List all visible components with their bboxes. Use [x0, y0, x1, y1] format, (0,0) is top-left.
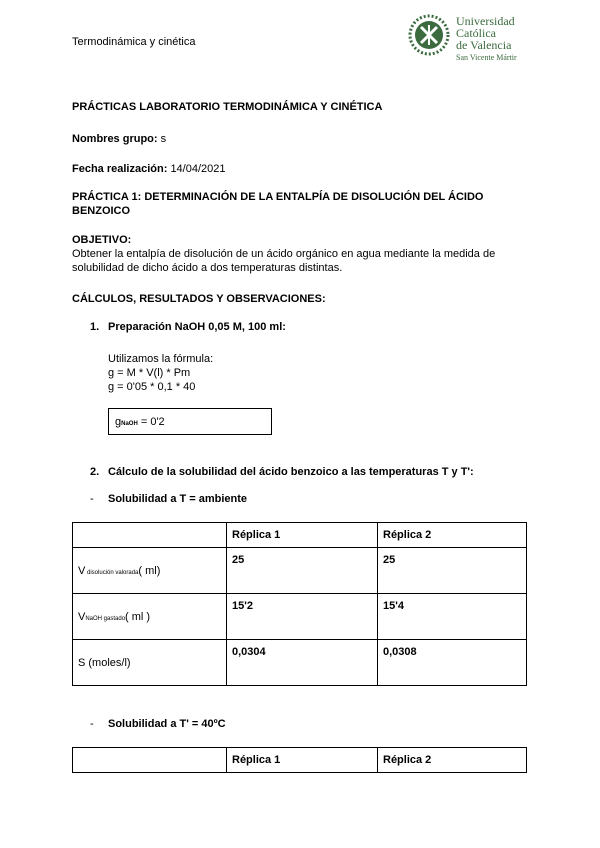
row-label-main: V [78, 564, 86, 577]
university-name [456, 15, 517, 64]
table-header-cell: Réplica 1 [227, 748, 378, 773]
row-label-sub: NaOH gastado [85, 615, 126, 622]
table-cell: 25 [378, 548, 527, 594]
group-line [72, 133, 166, 145]
subsection-2-heading: Solubilidad a T' = 40ºC [108, 718, 226, 730]
logo-line-2: Católica [456, 26, 496, 40]
bullet-dash-2: - [90, 718, 94, 730]
formula-line-1: g = M * V(l) * Pm [108, 367, 191, 379]
objective-section [72, 233, 495, 275]
table-row [73, 548, 527, 594]
row-label-sub: disolución valorada [85, 569, 139, 576]
bullet-dash-1: - [90, 493, 94, 505]
item-1-heading: Preparación NaOH 0,05 M, 100 ml: [108, 321, 286, 333]
formula-block [108, 352, 213, 394]
table-header-cell [73, 523, 227, 548]
practice-title [72, 190, 484, 218]
table-header-cell: Réplica 1 [227, 523, 378, 548]
table-header-row [73, 523, 527, 548]
solubility-table-ambient [72, 522, 527, 686]
table-header-cell: Réplica 2 [378, 523, 527, 548]
row-label-main: V [78, 610, 86, 623]
date-value: 14/04/2021 [170, 163, 226, 175]
item-1-number: 1. [90, 321, 100, 333]
objective-line-1: Obtener la entalpía de disolución de un ácido orgánico en agua mediante la medida de [72, 248, 496, 260]
result-g: g [115, 416, 122, 428]
practice-title-line-2: BENZOICO [72, 205, 131, 217]
row-label [73, 640, 227, 686]
result-value: = 0'2 [137, 416, 165, 428]
row-label-unit: ( ml) [138, 564, 161, 577]
date-line [72, 163, 226, 175]
university-seal-icon [408, 14, 450, 56]
table-header-cell [73, 748, 227, 773]
row-label-unit: ( ml ) [125, 610, 151, 623]
logo-line-4: San Vicente Mártir [456, 53, 517, 62]
table-cell: 0,0304 [227, 640, 378, 686]
table-cell: 25 [227, 548, 378, 594]
formula-line-2: g = 0'05 * 0,1 * 40 [108, 381, 196, 393]
result-subscript: NaOH [121, 421, 138, 427]
group-value: s [160, 133, 167, 145]
result-box [108, 408, 272, 435]
item-2-number: 2. [90, 466, 100, 478]
solubility-table-40c [72, 747, 527, 773]
objective-label: OBJETIVO: [72, 234, 132, 246]
table-cell: 15'4 [378, 594, 527, 640]
running-header: Termodinámica y cinética [72, 36, 196, 48]
item-2-heading: Cálculo de la solubilidad del ácido benzoico a las temperaturas T y T': [108, 466, 474, 478]
formula-intro: Utilizamos la fórmula: [108, 353, 214, 365]
result-text [115, 416, 165, 428]
date-label: Fecha realización: [72, 163, 168, 175]
table-row [73, 640, 527, 686]
calculations-heading: CÁLCULOS, RESULTADOS Y OBSERVACIONES: [72, 293, 326, 305]
objective-line-2: solubilidad de dicho ácido a dos temperaturas distintas. [72, 262, 343, 274]
row-label-main: S (moles/l) [78, 656, 131, 669]
table-header-cell: Réplica 2 [378, 748, 527, 773]
group-label: Nombres grupo: [72, 133, 158, 145]
table-cell: 0,0308 [378, 640, 527, 686]
table-row [73, 594, 527, 640]
row-label [73, 594, 227, 640]
subsection-1-heading: Solubilidad a T = ambiente [108, 493, 248, 505]
row-label [73, 548, 227, 594]
university-logo [408, 12, 548, 64]
logo-line-1: Universidad [456, 14, 515, 28]
document-title: PRÁCTICAS LABORATORIO TERMODINÁMICA Y CINÉTICA [72, 101, 383, 113]
table-cell: 15'2 [227, 594, 378, 640]
table-header-row [73, 748, 527, 773]
practice-title-line-1: PRÁCTICA 1: DETERMINACIÓN DE LA ENTALPÍA DE DISOLUCIÓN DEL ÁCIDO [72, 191, 484, 203]
logo-line-3: de Valencia [456, 38, 512, 52]
